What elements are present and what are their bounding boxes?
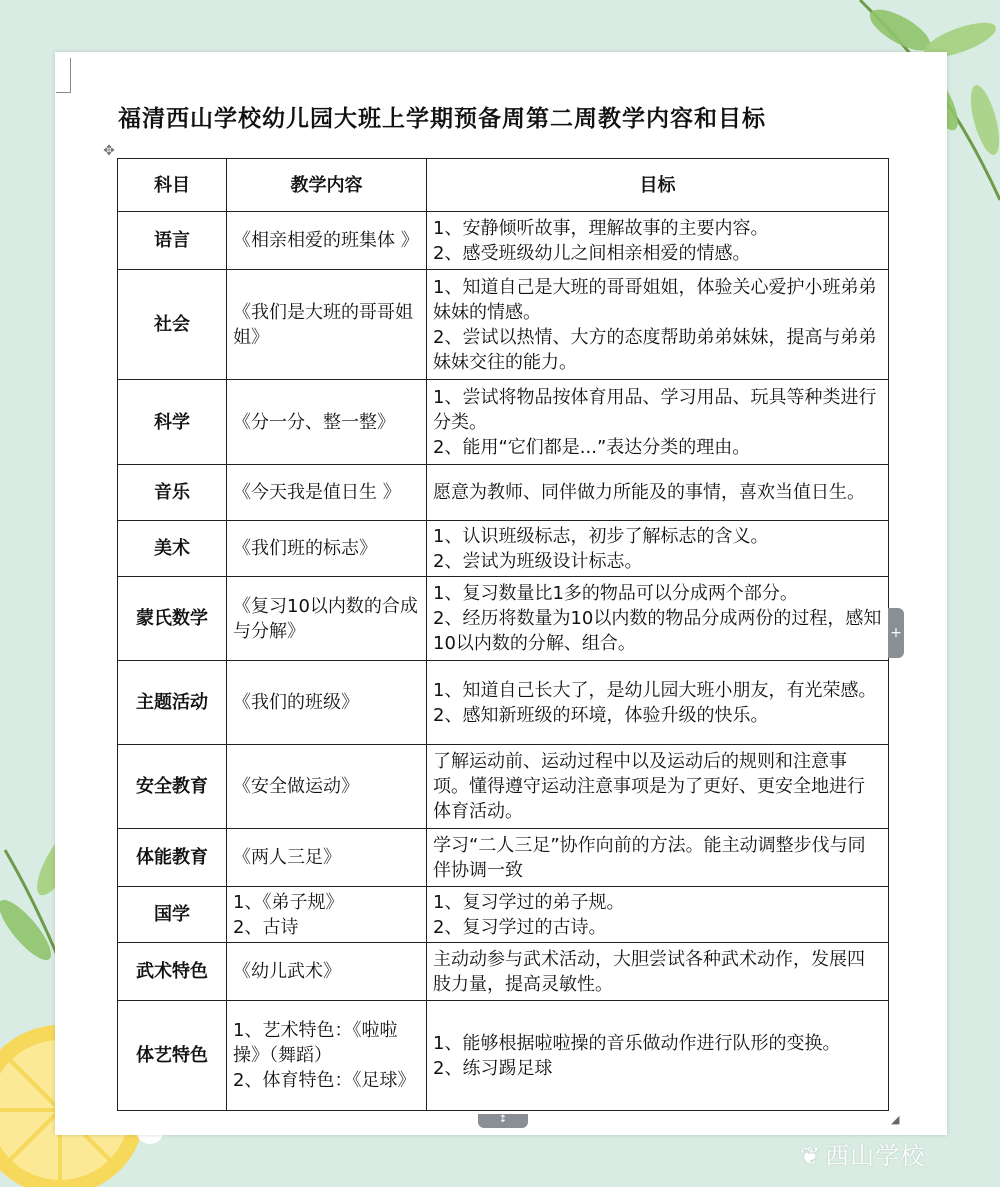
- content-line: 《今天我是值日生 》: [233, 482, 401, 503]
- subject-cell: 蒙氏数学: [118, 577, 227, 661]
- goal-line: 2、尝试以热情、大方的态度帮助弟弟妹妹，提高与弟弟妹妹交往的能力。: [433, 326, 877, 373]
- content-line: 《安全做运动》: [233, 776, 359, 797]
- table-row: [118, 380, 889, 465]
- subject-cell: 武术特色: [118, 943, 227, 1001]
- content-cell: [227, 943, 427, 1001]
- table-row: [118, 1001, 889, 1111]
- goal-cell: [427, 212, 889, 270]
- document-title: 福清西山学校幼儿园大班上学期预备周第二周教学内容和目标: [118, 106, 766, 132]
- content-cell: [227, 465, 427, 521]
- subject-cell: 安全教育: [118, 745, 227, 829]
- content-line: 《分一分、整一整》: [233, 411, 395, 433]
- content-line: 《相亲相爱的班集体 》: [233, 230, 419, 251]
- goal-line: 主动动参与武术活动，大胆尝试各种武术动作，发展四肢力量，提高灵敏性。: [433, 948, 865, 995]
- goal-line: 1、认识班级标志，初步了解标志的含义。: [433, 525, 769, 547]
- goal-cell: [427, 887, 889, 943]
- content-line: 《我们的班级》: [233, 692, 359, 713]
- goal-line: 2、复习学过的古诗。: [433, 916, 607, 938]
- goal-line: 1、能够根据啦啦操的音乐做动作进行队形的变换。: [433, 1032, 841, 1054]
- goal-cell: [427, 465, 889, 521]
- content-line: 《幼儿武术》: [233, 961, 341, 982]
- subject-cell: 体能教育: [118, 829, 227, 887]
- content-line: 《两人三足》: [233, 847, 341, 868]
- watermark: [800, 1136, 925, 1171]
- content-line: 1、艺术特色：《啦啦操》（舞蹈）: [233, 1020, 398, 1066]
- subject-cell: 语言: [118, 212, 227, 270]
- content-cell: [227, 829, 427, 887]
- content-cell: [227, 745, 427, 829]
- content-cell: [227, 212, 427, 270]
- subject-cell: 国学: [118, 887, 227, 943]
- content-line: 《我们是大班的哥哥姐姐》: [233, 301, 413, 348]
- goal-cell: [427, 829, 889, 887]
- goal-cell: [427, 577, 889, 661]
- table-row: [118, 270, 889, 380]
- table-row: [118, 745, 889, 829]
- content-line: 《复习10以内数的合成与分解》: [233, 595, 418, 642]
- content-line: 2、体育特色：《足球》: [233, 1070, 416, 1091]
- goal-cell: [427, 661, 889, 745]
- goal-line: 2、经历将数量为10以内数的物品分成两份的过程，感知10以内数的分解、组合。: [433, 608, 882, 654]
- goal-line: 1、复习学过的弟子规。: [433, 891, 625, 913]
- goal-line: 2、能用“它们都是...”表达分类的理由。: [433, 436, 751, 458]
- content-line: 2、古诗: [233, 916, 299, 938]
- goal-cell: [427, 943, 889, 1001]
- table-row: [118, 661, 889, 745]
- leaf-logo-icon: ❦: [800, 1142, 822, 1170]
- table-resize-handle-icon[interactable]: ◢: [891, 1113, 900, 1126]
- table-header-row: [118, 159, 889, 212]
- header-subject: 科目: [118, 159, 227, 212]
- subject-cell: 美术: [118, 521, 227, 577]
- table-row: [118, 521, 889, 577]
- content-cell: [227, 521, 427, 577]
- subject-cell: 主题活动: [118, 661, 227, 745]
- goal-line: 学习“二人三足”协作向前的方法。能主动调整步伐与同伴协调一致: [433, 834, 866, 881]
- lesson-table: [117, 158, 889, 1111]
- table-row: [118, 577, 889, 661]
- subject-cell: 体艺特色: [118, 1001, 227, 1111]
- content-cell: [227, 661, 427, 745]
- watermark-text: 西山学校: [825, 1142, 926, 1170]
- content-cell: [227, 577, 427, 661]
- goal-line: 1、安静倾听故事，理解故事的主要内容。: [433, 217, 769, 239]
- goal-cell: [427, 1001, 889, 1111]
- content-cell: [227, 380, 427, 465]
- content-cell: [227, 270, 427, 380]
- goal-line: 了解运动前、运动过程中以及运动后的规则和注意事项。懂得遵守运动注意事项是为了更好、更安全地进行体育活动。: [433, 751, 865, 822]
- goal-line: 愿意为教师、同伴做力所能及的事情，喜欢当值日生。: [433, 482, 865, 503]
- subject-cell: 科学: [118, 380, 227, 465]
- content-cell: [227, 1001, 427, 1111]
- goal-line: 2、尝试为班级设计标志。: [433, 550, 643, 572]
- goal-line: 1、知道自己是大班的哥哥姐姐，体验关心爱护小班弟弟妹妹的情感。: [433, 276, 877, 323]
- subject-cell: 社会: [118, 270, 227, 380]
- goal-cell: [427, 380, 889, 465]
- page-corner-mark: [56, 58, 71, 93]
- goal-line: 2、感受班级幼儿之间相亲相爱的情感。: [433, 242, 751, 264]
- header-goal: 目标: [427, 159, 889, 212]
- goal-line: 1、知道自己长大了，是幼儿园大班小朋友，有光荣感。: [433, 679, 877, 701]
- subject-cell: 音乐: [118, 465, 227, 521]
- content-cell: [227, 887, 427, 943]
- goal-cell: [427, 745, 889, 829]
- goal-line: 2、练习踢足球: [433, 1057, 553, 1079]
- goal-cell: [427, 521, 889, 577]
- header-content: 教学内容: [227, 159, 427, 212]
- table-row: [118, 829, 889, 887]
- content-line: 《我们班的标志》: [233, 538, 377, 559]
- table-move-handle-icon[interactable]: ✥: [103, 143, 115, 159]
- expand-side-tab[interactable]: +: [888, 608, 904, 658]
- goal-line: 1、尝试将物品按体育用品、学习用品、玩具等种类进行分类。: [433, 386, 877, 433]
- goal-cell: [427, 270, 889, 380]
- table-row: [118, 465, 889, 521]
- goal-line: 1、复习数量比1多的物品可以分成两个部分。: [433, 583, 798, 604]
- table-row: [118, 887, 889, 943]
- table-row: [118, 212, 889, 270]
- content-line: 1、《弟子规》: [233, 891, 344, 913]
- resize-bottom-tab[interactable]: ↕: [478, 1114, 528, 1128]
- goal-line: 2、感知新班级的环境，体验升级的快乐。: [433, 704, 769, 726]
- table-row: [118, 943, 889, 1001]
